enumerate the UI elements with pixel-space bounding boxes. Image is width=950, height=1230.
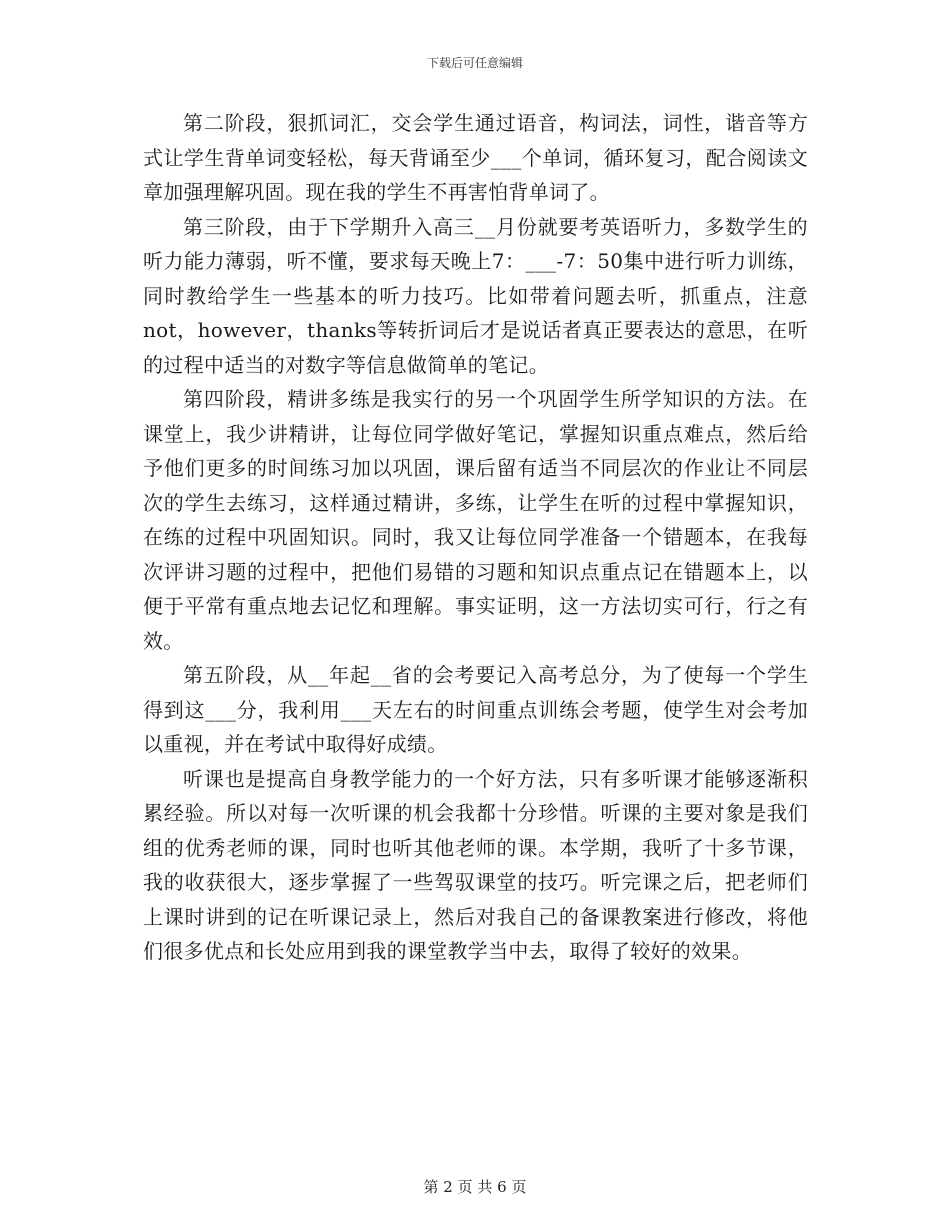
page-footer: 第 2 页 共 6 页	[423, 1178, 527, 1196]
paragraph-stage-four: 第四阶段，精讲多练是我实行的另一个巩固学生所学知识的方法。在课堂上，我少讲精讲，让每位同学做好笔记，掌握知识重点难点，然后给予他们更多的时间练习加以巩固，课后留有适当不同层次的作业让不同层次的学生去练习，这样通过精讲，多练，让学生在听的过程中掌握知识，在练的过程中巩固知识。同时，我又让每位同学准备一个错题本，在我每次评讲习题的过程中，把他们易错的习题和知识点重点记在错题本上，以便于平常有重点地去记忆和理解。事实证明，这一方法切实可行，行之有效。	[143, 387, 808, 653]
paragraph-lesson-observation: 听课也是提高自身教学能力的一个好方法，只有多听课才能够逐渐积累经验。所以对每一次听课的机会我都十分珍惜。听课的主要对象是我们组的优秀老师的课，同时也听其他老师的课。本学期，我听了十多节课，我的收获很大，逐步掌握了一些驾驭课堂的技巧。听完课之后，把老师们上课时讲到的记在听课记录上，然后对我自己的备课教案进行修改，将他们很多优点和长处应用到我的课堂教学当中去，取得了较好的效果。	[143, 766, 808, 963]
paragraph-stage-five: 第五阶段，从__年起__省的会考要记入高考总分，为了使每一个学生得到这___分，我利用___天左右的时间重点训练会考题，使学生对会考加以重视，并在考试中取得好成绩。	[143, 663, 808, 756]
paragraph-stage-three: 第三阶段，由于下学期升入高三__月份就要考英语听力，多数学生的听力能力薄弱，听不懂，要求每天晚上7：___-7：50集中进行听力训练，同时教给学生一些基本的听力技巧。比如带着问题去听，抓重点，注意not，however，thanks等转折词后才是说话者真正要表达的意思，在听的过程中适当的对数字等信息做简单的笔记。	[143, 214, 808, 377]
paragraph-stage-two: 第二阶段，狠抓词汇，交会学生通过语音，构词法，词性，谐音等方式让学生背单词变轻松，每天背诵至少___个单词，循环复习，配合阅读文章加强理解巩固。现在我的学生不再害怕背单词了。	[143, 111, 808, 204]
document-body	[143, 106, 808, 969]
page-header: 下载后可任意编辑	[426, 56, 523, 70]
